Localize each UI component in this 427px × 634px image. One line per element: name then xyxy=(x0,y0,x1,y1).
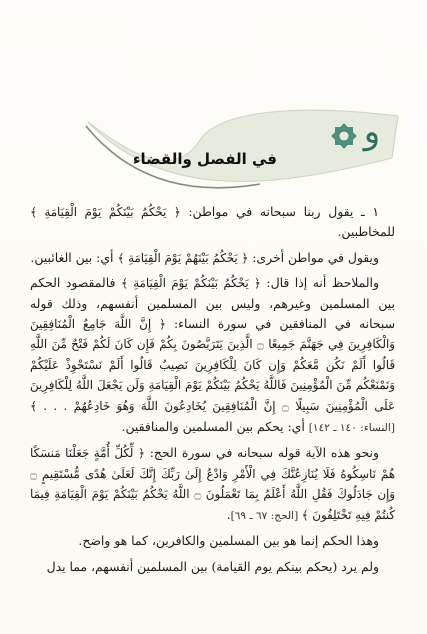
quran-verse: ﴿ لِّكُلِّ أُمَّةٍ جَعَلْنَا مَنسَكًا هُمْ نَاسِكُوهُ فَلَا يُنَازِعُنَّكَ فِي الْأَمْرِ وَادْعُ إِلَىٰ رَبِّكَ إِنَّكَ لَعَلَىٰ هُدًى مُّسْتَقِيمٍ ۝ وَإِن جَادَلُوكَ فَقُلِ اللَّهُ أَعْلَمُ بِمَا تَعْمَلُونَ ۝ اللَّهُ يَحْكُمُ بَيْنَكُمْ يَوْمَ الْقِيَامَةِ فِيمَا كُنتُمْ فِيهِ تَخْتَلِفُونَ ﴾ xyxy=(30,446,395,522)
paragraph-p4 xyxy=(30,443,395,526)
verse-reference: [النساء: ١٤٠ ـ ١٤٢] xyxy=(308,422,395,435)
quran-verse: ﴿ يَحْكُمُ بَيْنَكُمْ يَوْمَ الْقِيَامَةِ ﴾ xyxy=(30,205,181,219)
body-text-run: ولم يرد (يحكم بينكم يوم القيامة) بين المسلمين أنفسهم، مما يدل xyxy=(46,558,379,574)
paragraph-p1 xyxy=(30,202,395,243)
quran-verse: ﴿ يَحْكُمُ بَيْنَهُمْ يَوْمَ الْقِيَامَةِ ﴾ xyxy=(117,250,249,265)
paragraph-p5 xyxy=(30,531,395,551)
body-text-run: للمخاطبين. xyxy=(337,224,395,240)
body-text-run: وهذا الحكم إنما هو بين المسلمين والكافرين، كما هو واضح. xyxy=(78,533,379,549)
body-text xyxy=(30,202,395,582)
body-text-run: والملاحظ أنه إذا قال: xyxy=(260,275,379,291)
body-text-run: ١ ـ يقول ربنا سبحانه في مواطن: xyxy=(180,204,379,219)
paragraph-p2 xyxy=(30,248,395,268)
quran-verse: ﴿ يَحْكُمُ بَيْنَكُمْ يَوْمَ الْقِيَامَةِ ﴾ xyxy=(120,276,261,291)
body-text-run: . xyxy=(226,506,231,522)
chapter-title: في الفصل والقضاء xyxy=(132,150,277,168)
paragraph-p6 xyxy=(30,557,395,577)
quran-verse: ﴿ إِنَّ اللَّهَ جَامِعُ الْمُنَافِقِينَ وَالْكَافِرِينَ فِي جَهَنَّمَ جَمِيعًا ۝ الَّذِينَ يَتَرَبَّصُونَ بِكُمْ فَإِن كَانَ لَكُمْ فَتْحٌ مِّنَ اللَّهِ قَالُوا أَلَمْ نَكُن مَّعَكُمْ وَإِن كَانَ لِلْكَافِرِينَ نَصِيبٌ قَالُوا أَلَمْ نَسْتَحْوِذْ عَلَيْكُمْ وَنَمْنَعْكُم مِّنَ الْمُؤْمِنِينَ فَاللَّهُ يَحْكُمُ بَيْنَكُمْ يَوْمَ الْقِيَامَةِ وَلَن يَجْعَلَ اللَّهُ لِلْكَافِرِينَ عَلَى الْمُؤْمِنِينَ سَبِيلًا ۝ إِنَّ الْمُنَافِقِينَ يُخَادِعُونَ اللَّهَ وَهُوَ خَادِعُهُمْ . . . ﴾ xyxy=(30,317,395,413)
body-text-run: ونحو هذه الآية قوله سبحانه في سورة الحج: xyxy=(144,445,379,461)
body-text-run: فالمقصود الحكم بين المسلمين وغيرهم، وليس بين المسلمين أنفسهم، وذلك قوله سبحانه في المنافقين في سورة النساء: xyxy=(30,275,395,332)
body-text-run: ويقول في مواطن أخرى: xyxy=(248,249,379,265)
chapter-letter: و xyxy=(363,112,381,152)
paragraph-p3 xyxy=(30,273,395,438)
body-text-run: أي: بين الغائبين. xyxy=(30,249,118,265)
verse-reference: [الحج: ٦٧ ـ ٦٩] xyxy=(230,509,302,522)
body-text-run: أي: يحكم بين المسلمين والمنافقين. xyxy=(121,419,309,435)
